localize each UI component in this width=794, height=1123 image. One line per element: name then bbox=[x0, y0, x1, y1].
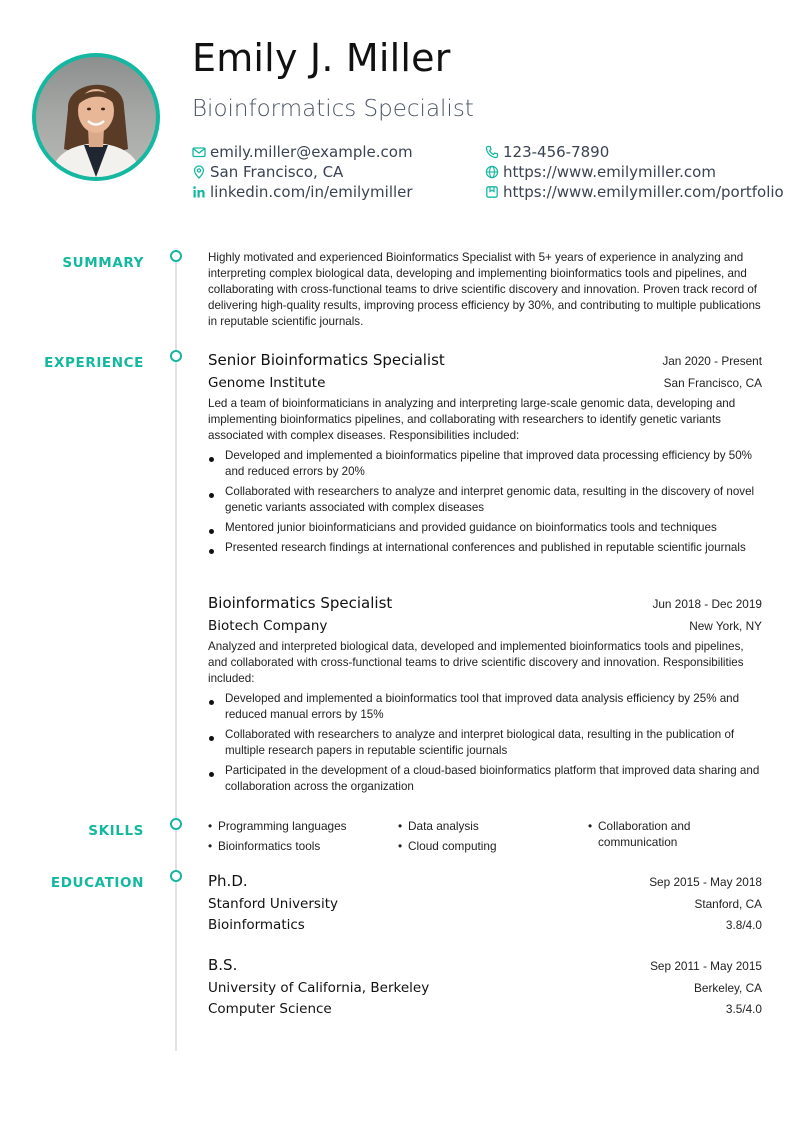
job-bullet: Developed and implemented a bioinformatics pipeline that improved data processing efficiency by 50% and reduced errors by 20% bbox=[208, 448, 762, 480]
job-bullet: Developed and implemented a bioinformatics tool that improved data analysis efficiency by 25% and reduced manual errors by 15% bbox=[208, 691, 762, 723]
website-text: https://www.emilymiller.com bbox=[503, 163, 716, 181]
location-text: San Francisco, CA bbox=[210, 163, 344, 181]
job-title: Senior Bioinformatics Specialist bbox=[208, 351, 445, 369]
timeline-dot-skills bbox=[170, 818, 182, 830]
degree: Ph.D. bbox=[208, 872, 248, 890]
gpa: 3.8/4.0 bbox=[725, 918, 762, 932]
section-title-summary: SUMMARY bbox=[62, 255, 144, 271]
job-bullet: Collaborated with researchers to analyze and interpret biological data, resulting in the publication of multiple research papers in reputable scientific journals bbox=[208, 727, 762, 759]
skill-item: • Programming languages bbox=[208, 819, 347, 833]
job-bullets bbox=[208, 448, 762, 556]
job-dates: Jun 2018 - Dec 2019 bbox=[652, 597, 762, 611]
contact-location bbox=[192, 163, 343, 181]
field-of-study: Computer Science bbox=[208, 1001, 332, 1017]
company-name: Genome Institute bbox=[208, 375, 326, 391]
phone-icon bbox=[485, 145, 499, 159]
mail-icon bbox=[192, 145, 206, 159]
job-bullet: Collaborated with researchers to analyze and interpret genomic data, resulting in the discovery of novel genetic variants associated with complex diseases bbox=[208, 484, 762, 516]
job-bullets bbox=[208, 691, 762, 795]
gpa: 3.5/4.0 bbox=[725, 1002, 762, 1016]
portfolio-icon bbox=[485, 185, 499, 199]
profile-photo bbox=[36, 57, 156, 177]
experience-entry bbox=[208, 594, 762, 799]
section-title-skills: SKILLS bbox=[88, 823, 144, 839]
education-dates: Sep 2015 - May 2018 bbox=[649, 875, 762, 889]
experience-entry bbox=[208, 351, 762, 560]
globe-icon bbox=[485, 165, 499, 179]
location-pin-icon bbox=[192, 165, 206, 179]
timeline-line bbox=[175, 256, 177, 1051]
summary-text: Highly motivated and experienced Bioinformatics Specialist with 5+ years of experience in analyzing and interpreting complex biological data, developing and implementing bioinformatics tools and pipelines, and collaborating with cross-functional teams to drive scientific discovery and innovation. Proven track record of delivering high-quality results, improving process efficiency by 30%, and contributing to multiple publications in reputable scientific journals. bbox=[208, 251, 761, 328]
company-name: Biotech Company bbox=[208, 618, 328, 634]
education-entry bbox=[208, 872, 762, 933]
contact-email[interactable] bbox=[192, 143, 413, 161]
job-location: New York, NY bbox=[689, 619, 762, 633]
skill-item: • Collaboration and communication bbox=[588, 819, 691, 849]
candidate-title: Bioinformatics Specialist bbox=[192, 96, 474, 122]
linkedin-icon bbox=[192, 185, 206, 199]
timeline-dot-summary bbox=[170, 250, 182, 262]
portrait-image bbox=[36, 57, 156, 177]
job-title: Bioinformatics Specialist bbox=[208, 594, 393, 612]
job-dates: Jan 2020 - Present bbox=[662, 354, 762, 368]
job-bullet: Mentored junior bioinformaticians and provided guidance on bioinformatics tools and techniques bbox=[208, 520, 762, 536]
profile-photo-ring bbox=[32, 53, 160, 181]
job-bullet: Participated in the development of a cloud-based bioinformatics platform that improved data sharing and collaboration across the organization bbox=[208, 763, 762, 795]
skills-section bbox=[208, 818, 762, 854]
timeline-dot-education bbox=[170, 870, 182, 882]
skill-item: • Cloud computing bbox=[398, 839, 497, 853]
section-title-experience: EXPERIENCE bbox=[44, 355, 144, 371]
email-text: emily.miller@example.com bbox=[210, 143, 413, 161]
education-dates: Sep 2011 - May 2015 bbox=[650, 959, 762, 973]
contact-phone[interactable] bbox=[485, 143, 609, 161]
degree: B.S. bbox=[208, 956, 238, 974]
field-of-study: Bioinformatics bbox=[208, 917, 305, 933]
school-name: University of California, Berkeley bbox=[208, 980, 430, 996]
school-location: Berkeley, CA bbox=[694, 981, 762, 995]
job-location: San Francisco, CA bbox=[663, 376, 762, 390]
linkedin-text: linkedin.com/in/emilymiller bbox=[210, 183, 413, 201]
skill-item: • Bioinformatics tools bbox=[208, 839, 321, 853]
candidate-name: Emily J. Miller bbox=[192, 36, 451, 80]
summary-section bbox=[208, 250, 762, 330]
school-location: Stanford, CA bbox=[694, 897, 762, 911]
phone-text: 123-456-7890 bbox=[503, 143, 610, 161]
contact-linkedin[interactable] bbox=[192, 183, 413, 201]
contact-website[interactable] bbox=[485, 163, 716, 181]
school-name: Stanford University bbox=[208, 896, 338, 912]
education-entry bbox=[208, 956, 762, 1017]
job-description: Analyzed and interpreted biological data, developed and implemented bioinformatics tools and pipelines, and collaborated with cross-functional teams to drive scientific discovery and innovation. Responsibilities included: bbox=[208, 640, 744, 685]
skill-item: • Data analysis bbox=[398, 819, 479, 833]
contact-portfolio[interactable] bbox=[485, 183, 784, 201]
job-description: Led a team of bioinformaticians in analyzing and interpreting large-scale genomic data, developing and implementing bioinformatics pipelines, and collaborating with researchers to identify genetic variants associated with complex diseases. Responsibilities included: bbox=[208, 397, 736, 442]
section-title-education: EDUCATION bbox=[50, 875, 144, 891]
job-bullet: Presented research findings at international conferences and published in reputable scientific journals bbox=[208, 540, 762, 556]
timeline-dot-experience bbox=[170, 350, 182, 362]
portfolio-text: https://www.emilymiller.com/portfolio bbox=[503, 183, 784, 201]
